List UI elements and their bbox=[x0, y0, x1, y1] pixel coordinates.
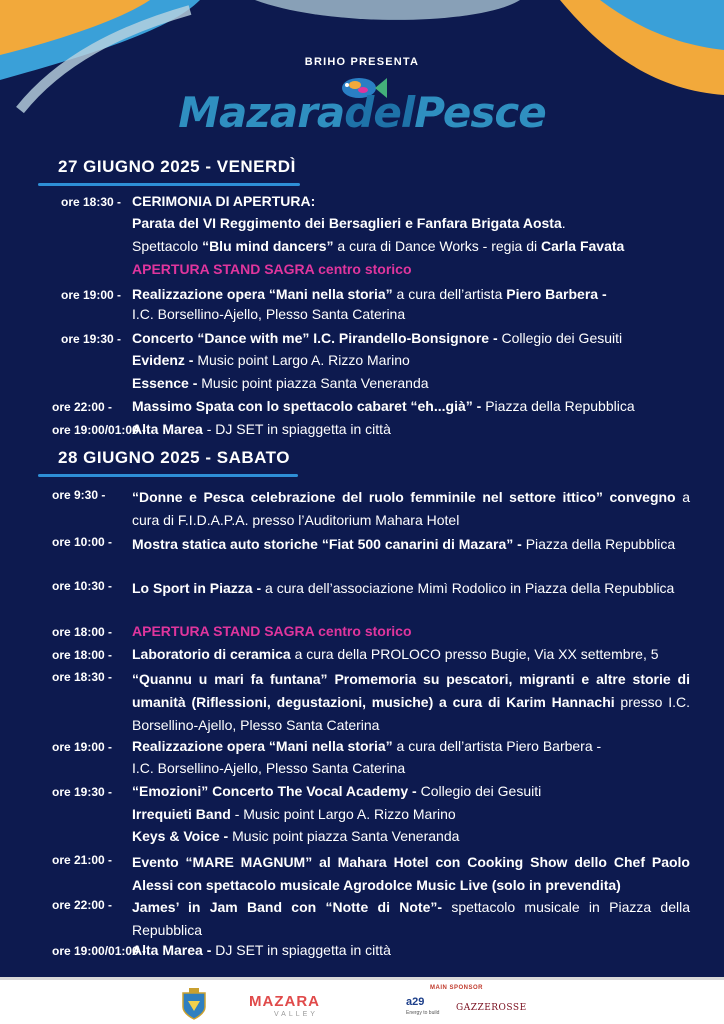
event-line bbox=[132, 668, 690, 737]
event-time: ore 19:00/01:00 - bbox=[52, 423, 147, 437]
bold-text: Alta Marea - bbox=[132, 942, 216, 958]
event-line bbox=[132, 486, 690, 532]
event-time: ore 18:30 - bbox=[61, 195, 122, 209]
event-time: ore 19:00 - bbox=[52, 740, 113, 754]
event-time: ore 19:00 - bbox=[61, 288, 122, 302]
bold-text: Keys & Voice - bbox=[132, 828, 233, 844]
bold-text: Laboratorio di ceramica bbox=[132, 646, 291, 662]
text: Collegio dei Gesuiti bbox=[420, 783, 542, 799]
text: - Music point Largo A. Rizzo Marino bbox=[234, 806, 456, 822]
event-line bbox=[132, 193, 315, 209]
event-time: ore 18:00 - bbox=[52, 625, 113, 639]
text: Piazza della Repubblica bbox=[485, 398, 635, 414]
text: Collegio dei Gesuiti bbox=[501, 330, 623, 346]
text: . bbox=[561, 215, 566, 231]
text: spettacolo musicale in Piazza della Repubblica bbox=[132, 899, 690, 938]
bold-text: Essence - bbox=[132, 375, 202, 391]
event-line bbox=[132, 942, 391, 958]
event-line bbox=[132, 577, 690, 600]
event-brand-title: MazaradelPesce bbox=[178, 88, 546, 137]
text: a cura della PROLOCO presso Bugie, Via XX settembre, 5 bbox=[290, 646, 659, 662]
bold-text: Piero Barbera - bbox=[506, 286, 607, 302]
sponsor-label: MAIN SPONSOR bbox=[430, 985, 484, 991]
mazara-valley-sub: VALLEY bbox=[274, 1011, 318, 1018]
event-time: ore 19:30 - bbox=[52, 785, 113, 799]
text: DJ SET in spiaggetta in città bbox=[215, 942, 391, 958]
event-line bbox=[132, 646, 659, 662]
event-line bbox=[132, 851, 690, 897]
bold-text: Concerto “Dance with me” I.C. Pirandello-Bonsignore - bbox=[132, 330, 502, 346]
bold-text: Mostra statica auto storiche “Fiat 500 canarini di Mazara” - bbox=[132, 536, 526, 552]
text: Spettacolo bbox=[132, 238, 203, 254]
bold-text: “Quannu u mari fa funtana” Promemoria su pescatori, migranti e altre storie di umanità (Riflessioni, degustazioni, musiche) a cura di Karim Hannachi bbox=[132, 671, 690, 710]
day-heading: 27 GIUGNO 2025 - VENERDÌ bbox=[58, 157, 296, 176]
event-time: ore 22:00 - bbox=[52, 400, 113, 414]
event-line bbox=[132, 533, 690, 556]
bold-text: James’ in Jam Band con “Notte di Note”- bbox=[132, 899, 452, 915]
event-time: ore 19:00/01:00 - bbox=[52, 944, 147, 958]
a29-tagline: Energy to build bbox=[406, 1010, 440, 1016]
text: a cura di F.I.D.A.P.A. presso l’Auditorium Mahara Hotel bbox=[132, 489, 690, 528]
event-line bbox=[132, 261, 412, 277]
mazara-valley-logo: MAZARA bbox=[249, 993, 320, 1010]
presenter-label: BRIHO PRESENTA bbox=[304, 56, 420, 68]
text: presso I.C. Borsellino-Ajello, Plesso Santa Caterina bbox=[132, 694, 690, 733]
event-line bbox=[132, 760, 405, 776]
text: a cura dell’artista Piero Barbera - bbox=[392, 738, 602, 754]
gazzerosse-logo: GAZZEROSSE bbox=[456, 1003, 527, 1013]
bold-text: Carla Favata bbox=[541, 238, 625, 254]
bold-text: Realizzazione opera “Mani nella storia” bbox=[132, 738, 393, 754]
text: a cura dell’associazione Mimì Rodolico in Piazza della Repubblica bbox=[265, 580, 675, 596]
day-heading: 28 GIUGNO 2025 - SABATO bbox=[58, 448, 290, 467]
event-time: ore 22:00 - bbox=[52, 898, 113, 912]
bold-text: Irrequieti Band bbox=[132, 806, 235, 822]
event-line bbox=[132, 306, 405, 322]
event-time: ore 18:30 - bbox=[52, 670, 113, 684]
bold-text: CERIMONIA DI APERTURA: bbox=[132, 193, 316, 209]
event-line bbox=[132, 421, 391, 437]
text: Music point Largo A. Rizzo Marino bbox=[197, 352, 410, 368]
highlight-text: APERTURA STAND SAGRA centro storico bbox=[132, 261, 412, 277]
text: Music point piazza Santa Veneranda bbox=[232, 828, 460, 844]
footer bbox=[0, 980, 724, 1024]
bold-text: Evidenz - bbox=[132, 352, 198, 368]
bold-text: Alta Marea bbox=[132, 421, 203, 437]
bold-text: Evento “MARE MAGNUM” al Mahara Hotel con Cooking Show dello Chef Paolo Alessi con spettacolo musicale Agrodolce Music Live (solo in prevendita) bbox=[132, 854, 690, 893]
event-time: ore 10:00 - bbox=[52, 535, 113, 549]
event-time: ore 10:30 - bbox=[52, 579, 113, 593]
day-heading-underline bbox=[38, 183, 300, 186]
event-line bbox=[132, 828, 459, 844]
event-time: ore 9:30 - bbox=[52, 488, 106, 502]
text: a cura dell’artista bbox=[392, 286, 507, 302]
bold-text: Massimo Spata con lo spettacolo cabaret “eh...già” - bbox=[132, 398, 486, 414]
bold-text: Lo Sport in Piazza - bbox=[132, 580, 266, 596]
municipal-crest-icon bbox=[180, 987, 208, 1021]
text: I.C. Borsellino-Ajello, Plesso Santa Caterina bbox=[132, 760, 406, 776]
bold-text: Realizzazione opera “Mani nella storia” bbox=[132, 286, 393, 302]
event-line bbox=[132, 623, 412, 639]
event-line bbox=[132, 783, 541, 799]
a29-logo: a29 bbox=[406, 996, 425, 1008]
bold-text: “Emozioni” Concerto The Vocal Academy - bbox=[132, 783, 421, 799]
event-line bbox=[132, 352, 410, 368]
event-line bbox=[132, 806, 456, 822]
text: - DJ SET in spiaggetta in città bbox=[202, 421, 391, 437]
event-line bbox=[132, 215, 566, 231]
event-time: ore 19:30 - bbox=[61, 332, 122, 346]
event-line bbox=[132, 738, 601, 754]
bold-text: “Blu mind dancers” bbox=[202, 238, 334, 254]
bold-text: Parata del VI Reggimento dei Bersaglieri e Fanfara Brigata Aosta bbox=[132, 215, 562, 231]
event-time: ore 21:00 - bbox=[52, 853, 113, 867]
highlight-text: APERTURA STAND SAGRA centro storico bbox=[132, 623, 412, 639]
event-time: ore 18:00 - bbox=[52, 648, 113, 662]
event-line bbox=[132, 330, 622, 346]
event-line bbox=[132, 398, 635, 414]
event-line bbox=[132, 896, 690, 942]
event-line bbox=[132, 375, 429, 391]
text: Piazza della Repubblica bbox=[525, 536, 676, 552]
event-line bbox=[132, 238, 624, 254]
text: a cura di Dance Works - regia di bbox=[333, 238, 542, 254]
text: I.C. Borsellino-Ajello, Plesso Santa Caterina bbox=[132, 306, 406, 322]
event-line bbox=[132, 286, 607, 302]
text: Music point piazza Santa Veneranda bbox=[201, 375, 429, 391]
bold-text: “Donne e Pesca celebrazione del ruolo femminile nel settore ittico” convegno bbox=[132, 489, 676, 505]
day-heading-underline bbox=[38, 474, 298, 477]
